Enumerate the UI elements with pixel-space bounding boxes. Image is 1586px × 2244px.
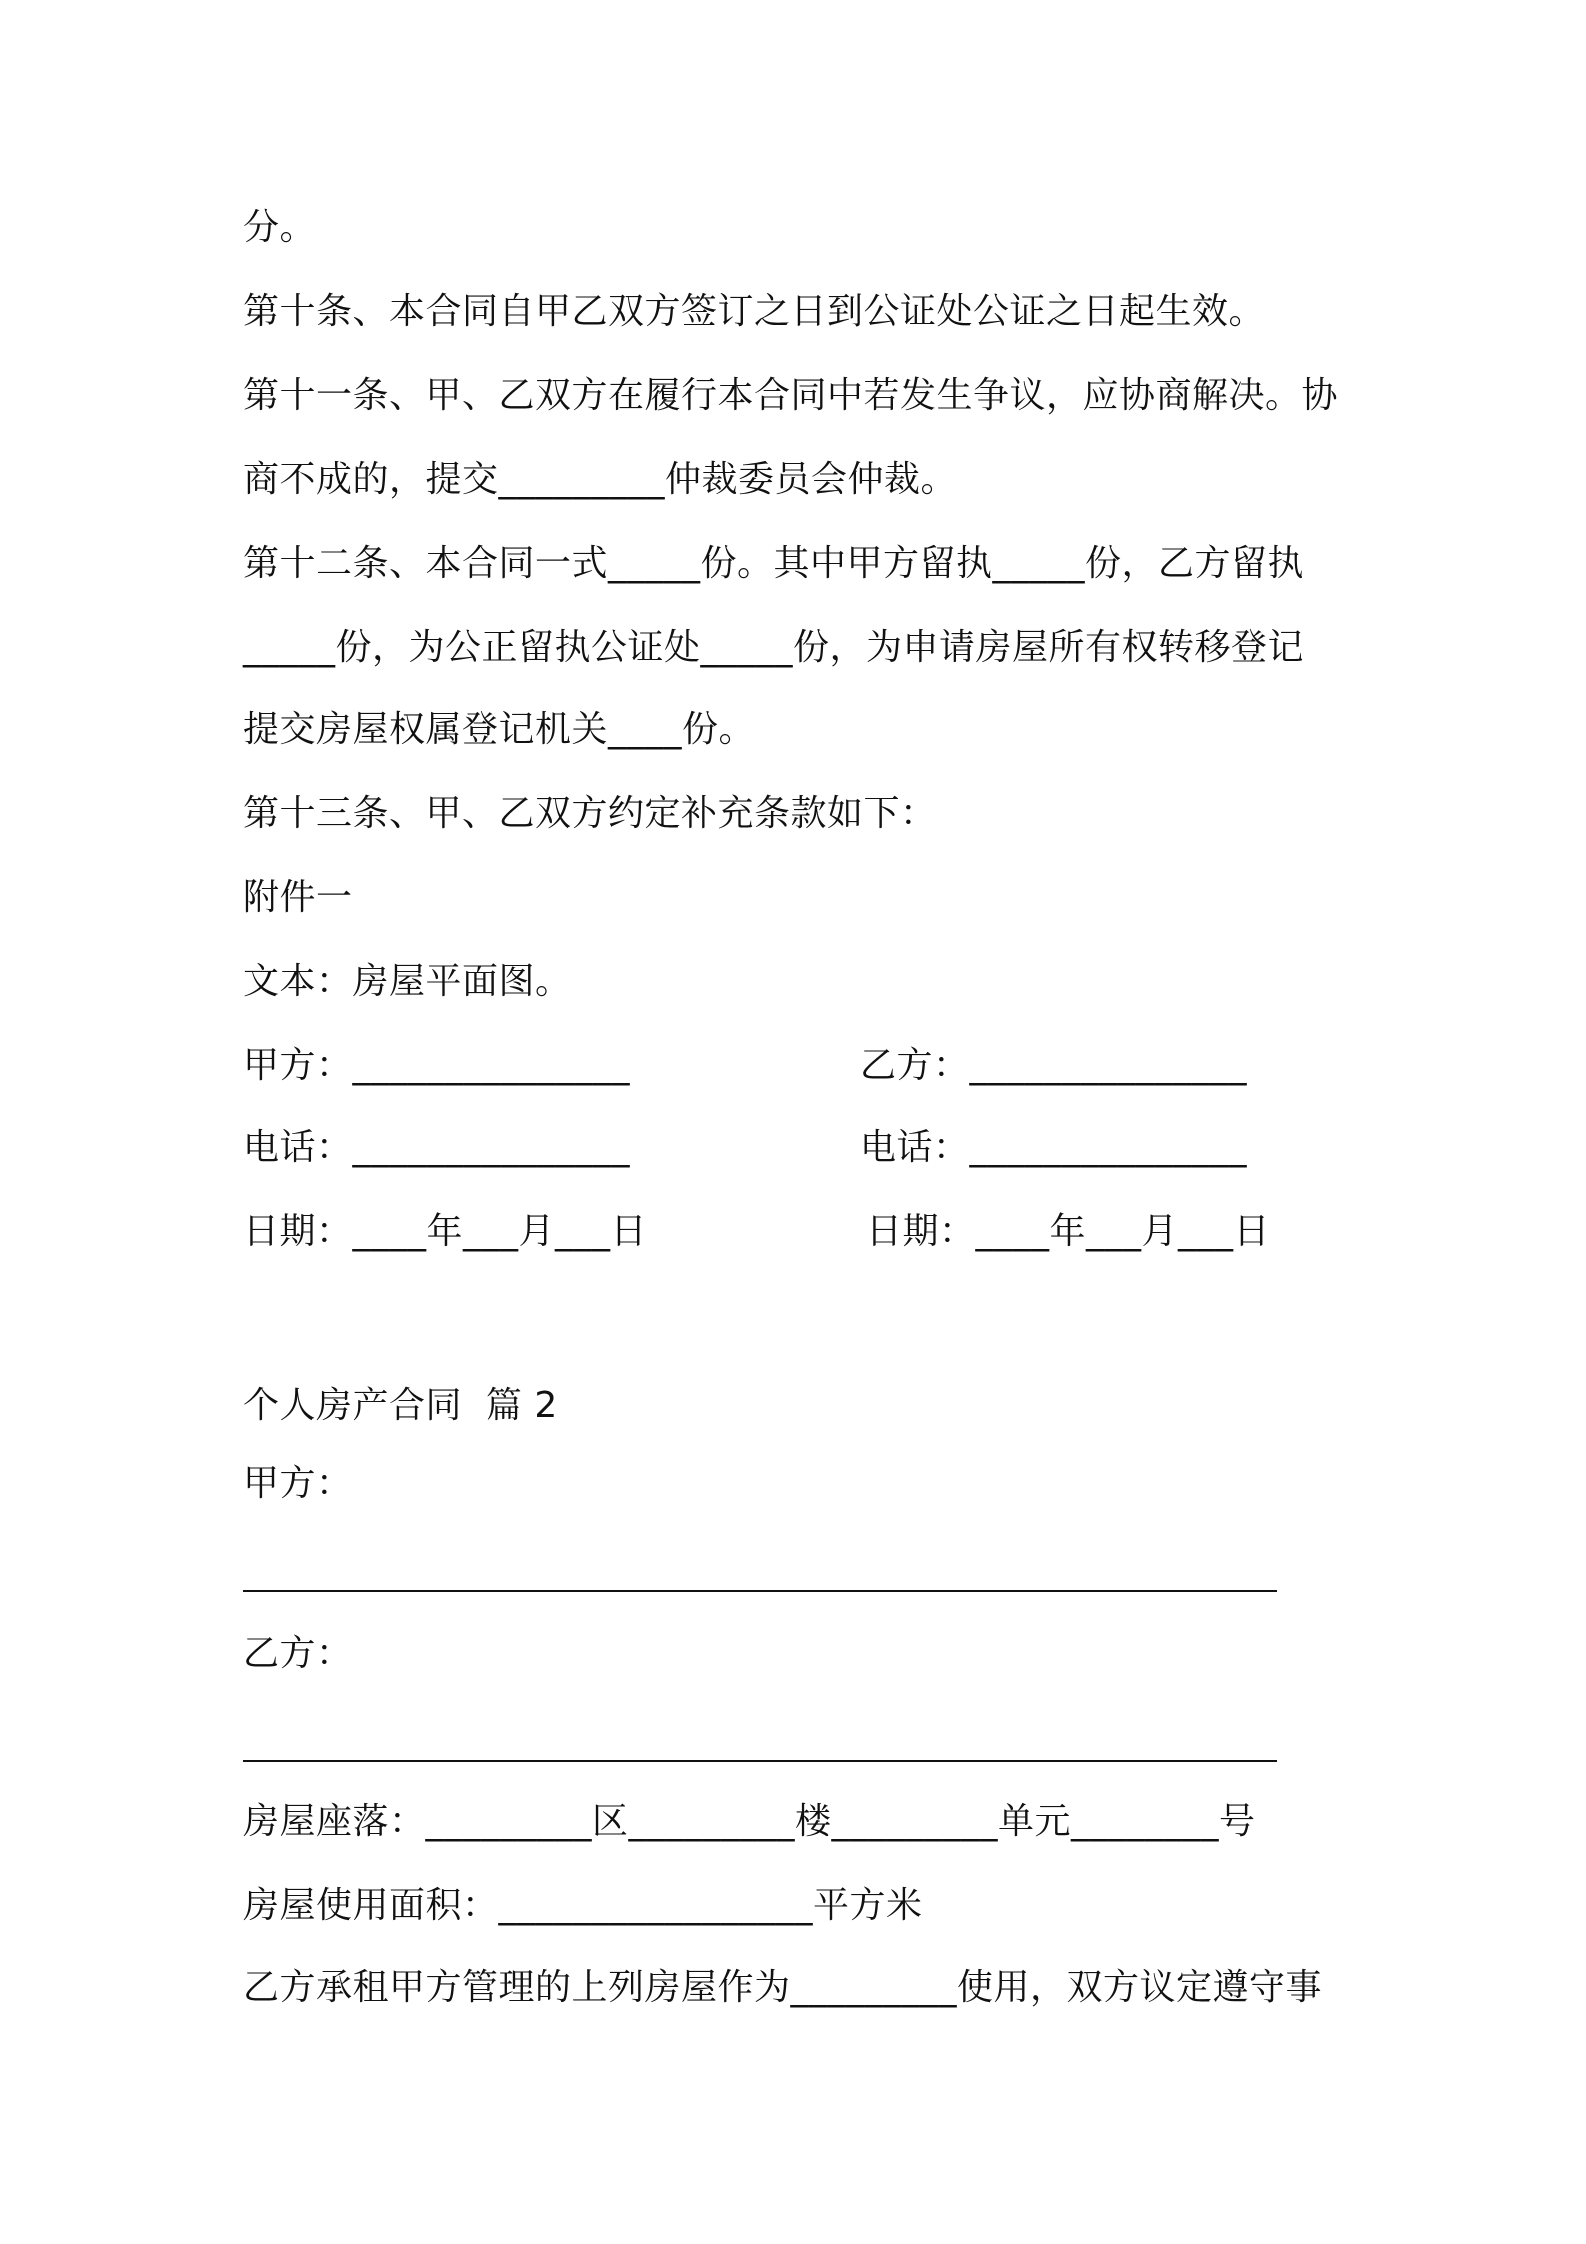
party-a-date: 日期：____年___月___日 <box>243 1211 648 1252</box>
party-b-blank-line <box>243 1760 1277 1762</box>
article-10: 第十条、本合同自甲乙双方签订之日到公证处公证之日起生效。 <box>243 291 1266 332</box>
party-b-phone: 电话：_______________ <box>860 1127 1248 1168</box>
section-2-party-b-label: 乙方： <box>243 1633 353 1674</box>
party-a-signature: 甲方：_______________ <box>243 1045 631 1086</box>
attachment-heading: 附件一 <box>243 877 353 918</box>
article-11-line-2: 商不成的，提交_________仲裁委员会仲裁。 <box>243 459 958 500</box>
house-usage: 乙方承租甲方管理的上列房屋作为_________使用，双方议定遵守事 <box>243 1967 1323 2008</box>
party-a-blank-line <box>243 1590 1277 1592</box>
section-2-party-a-label: 甲方： <box>243 1463 353 1504</box>
article-12-line-2: _____份，为公正留执公证处_____份，为申请房屋所有权转移登记 <box>243 627 1305 668</box>
attachment-text: 文本：房屋平面图。 <box>243 961 572 1002</box>
article-12-line-3: 提交房屋权属登记机关____份。 <box>243 709 756 750</box>
house-location: 房屋座落：_________区_________楼_________单元________号 <box>243 1801 1256 1842</box>
section-2-title: 个人房产合同 篇 2 <box>243 1385 558 1426</box>
article-13: 第十三条、甲、乙双方约定补充条款如下： <box>243 793 937 834</box>
text-line-1: 分。 <box>243 207 317 248</box>
party-a-phone: 电话：_______________ <box>243 1127 631 1168</box>
article-12-line-1: 第十二条、本合同一式_____份。其中甲方留执_____份，乙方留执 <box>243 543 1305 584</box>
house-area: 房屋使用面积：_________________平方米 <box>243 1885 923 1926</box>
article-11-line-1: 第十一条、甲、乙双方在履行本合同中若发生争议，应协商解决。协 <box>243 375 1339 416</box>
party-b-date: 日期：____年___月___日 <box>866 1211 1271 1252</box>
party-b-signature: 乙方：_______________ <box>860 1045 1248 1086</box>
